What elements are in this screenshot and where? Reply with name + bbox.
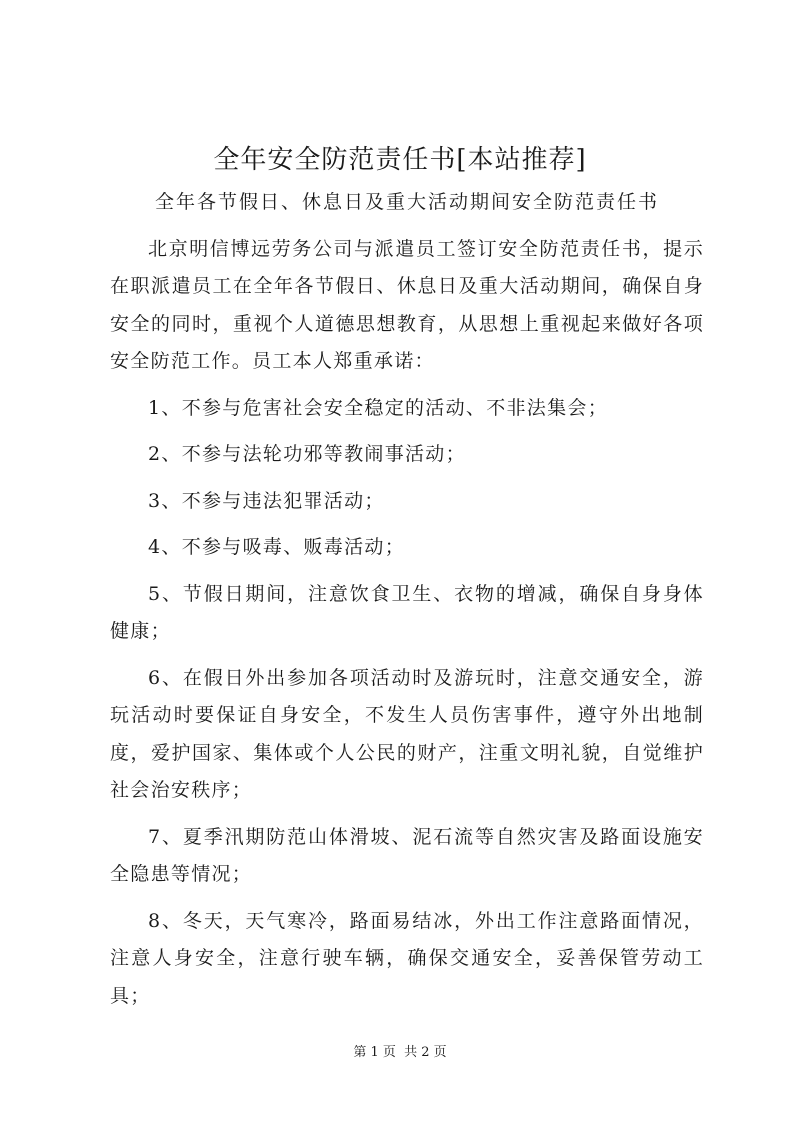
commitment-item-2: 2、不参与法轮功邪等教闹事活动；: [148, 443, 466, 465]
commitment-item-4: 4、不参与吸毒、贩毒活动；: [148, 536, 405, 558]
page-footer: [0, 1044, 800, 1062]
document-title: 全年安全防范责任书[本站推荐]: [213, 145, 587, 175]
commitment-item-1: 1、不参与危害社会安全稳定的活动、不非法集会；: [148, 396, 608, 419]
document-body: [110, 184, 704, 1024]
commitment-item-7: 7、夏季汛期防范山体滑坡、泥石流等自然灾害及路面设施安全隐患等情况；: [110, 825, 704, 885]
commitment-item-8: 8、冬天，天气寒冷，路面易结冰，外出工作注意路面情况，注意人身安全，注意行驶车辆，确保交通安全，妥善保管劳动工具；: [110, 909, 704, 1007]
document-subtitle: 全年各节假日、休息日及重大活动期间安全防范责任书: [154, 191, 659, 213]
commitment-item-5: 5、节假日期间，注意饮食卫生、衣物的增减，确保自身身体健康；: [110, 582, 704, 642]
commitment-item-3: 3、不参与违法犯罪活动；: [148, 489, 385, 512]
intro-paragraph: 北京明信博远劳务公司与派遣员工签订安全防范责任书，提示在职派遣员工在全年各节假日、休息日及重大活动期间，确保自身安全的同时，重视个人道德思想教育，从思想上重视起来做好各项安全防范工作。员工本人郑重承诺：: [110, 237, 704, 372]
commitment-item-6: 6、在假日外出参加各项活动时及游玩时，注意交通安全，游玩活动时要保证自身安全，不发生人员伤害事件，遵守外出地制度，爱护国家、集体或个人公民的财产，注重文明礼貌，自觉维护社会治安秩序；: [110, 666, 704, 801]
page-number-label: 第 1 页 共 2 页: [353, 1045, 447, 1060]
